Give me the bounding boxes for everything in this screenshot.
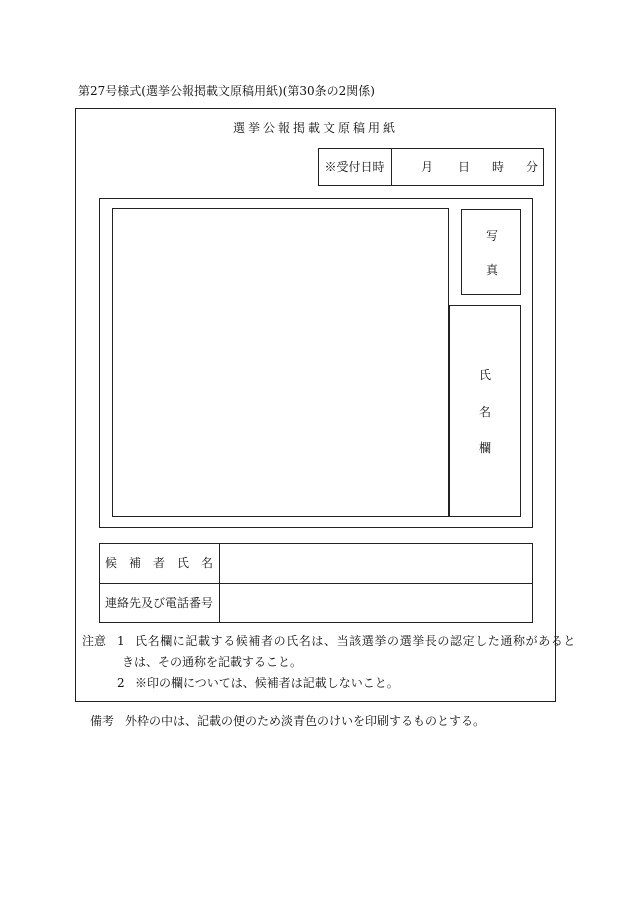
photo-box bbox=[461, 209, 521, 295]
month-label: 月 bbox=[421, 160, 434, 174]
candidate-name-label: 候 補 者 氏 名 bbox=[104, 556, 213, 570]
form-title: 選挙公報掲載文原稿用紙 bbox=[232, 121, 398, 135]
note-2-line1: ※印の欄については、候補者は記載しないこと。 bbox=[135, 676, 399, 690]
received-label: ※受付日時 bbox=[324, 160, 385, 174]
name-column-char2: 名 bbox=[479, 405, 492, 419]
candidate-name-field[interactable] bbox=[220, 544, 532, 583]
received-divider bbox=[391, 148, 392, 186]
note-1-line1: 氏名欄に記載する候補者の氏名は、当該選挙の選挙長の認定した通称があると bbox=[135, 634, 577, 648]
photo-label-char1: 写 bbox=[486, 229, 499, 243]
contact-field[interactable] bbox=[220, 584, 532, 622]
contact-label: 連絡先及び電話番号 bbox=[104, 596, 213, 610]
remarks-heading: 備考 bbox=[90, 714, 115, 728]
manuscript-writing-area bbox=[112, 208, 449, 517]
photo-label-char2: 真 bbox=[486, 263, 499, 277]
day-label: 日 bbox=[458, 160, 471, 174]
form-number-heading: 第27号様式(選挙公報掲載文原稿用紙)(第30条の2関係) bbox=[78, 84, 375, 98]
note-2-number: 2 bbox=[117, 676, 125, 690]
minute-label: 分 bbox=[526, 160, 539, 174]
hour-label: 時 bbox=[492, 160, 505, 174]
name-column-char3: 欄 bbox=[479, 441, 492, 455]
note-1-number: 1 bbox=[117, 634, 125, 648]
notes-heading: 注意 bbox=[82, 634, 107, 648]
remarks-text: 外枠の中は、記載の便のため淡青色のけいを印刷するものとする。 bbox=[125, 714, 486, 728]
note-1-line2: きは、その通称を記載すること。 bbox=[122, 655, 303, 669]
name-column-char1: 氏 bbox=[479, 368, 492, 382]
